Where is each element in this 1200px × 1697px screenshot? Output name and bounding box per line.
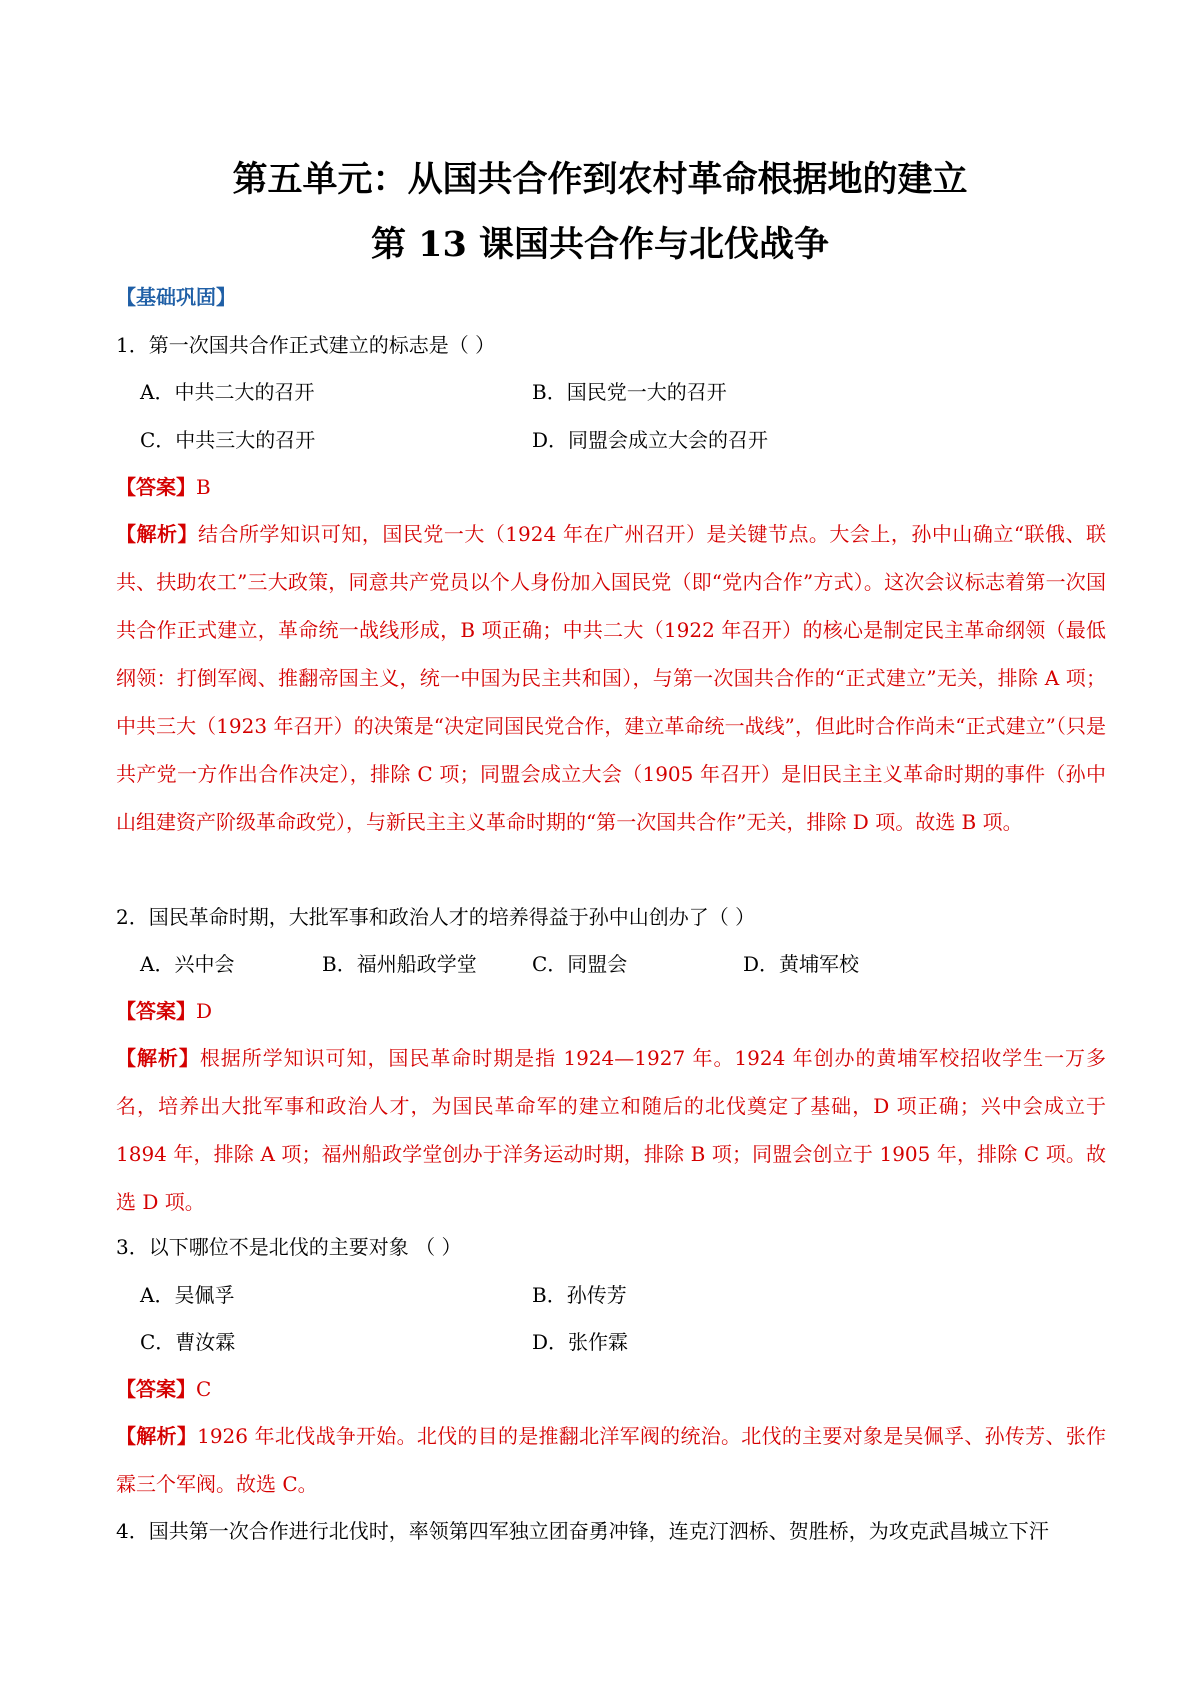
question-2-stem: 2．国民革命时期，大批军事和政治人才的培养得益于孙中山创办了（ ） [116,905,756,929]
question-2-option-a: A．兴中会 [140,952,235,976]
question-1-stem: 1．第一次国共合作正式建立的标志是（ ） [116,333,496,357]
analysis-text: 根据所学知识可知，国民革命时期是指 1924—1927 年。1924 年创办的黄埔军校招收学生一万多名，培养出大批军事和政治人才，为国民革命军的建立和随后的北伐奠定了基础，D 项正确；兴中会成立于 1894 年，排除 A 项；福州船政学堂创办于洋务运动时期，排除 B 项；同盟会创立于 1905 年，排除 C 项。故选 D 项。 [116,1046,1106,1214]
analysis-tag: 【解析】 [116,1424,198,1448]
answer-value: D [196,999,213,1023]
analysis-tag: 【解析】 [116,1046,200,1070]
question-4-stem: 4．国共第一次合作进行北伐时，率领第四军独立团奋勇冲锋，连克汀泗桥、贺胜桥，为攻克武昌城立下汗 [116,1519,1049,1543]
question-1-option-a: A．中共二大的召开 [140,380,315,404]
question-3-answer [116,1374,211,1404]
question-3-option-a: A．吴佩孚 [140,1283,235,1307]
answer-tag: 【答案】 [116,999,196,1023]
question-2-answer [116,996,212,1026]
section-label: 【基础巩固】 [116,285,236,309]
question-2-option-d: D．黄埔军校 [743,952,860,976]
question-3-stem: 3．以下哪位不是北伐的主要对象 （ ） [116,1235,462,1259]
question-1-option-b: B．国民党一大的召开 [532,380,727,404]
unit-title: 第五单元：从国共合作到农村革命根据地的建立 [232,159,968,200]
question-2-analysis [116,1034,1106,1226]
question-1-answer [116,472,211,502]
question-1-option-c: C．中共三大的召开 [140,428,316,452]
answer-value: B [196,475,211,499]
question-3-option-b: B．孙传芳 [532,1283,627,1307]
question-1-analysis [116,510,1106,846]
analysis-text: 结合所学知识可知，国民党一大（1924 年在广州召开）是关键节点。大会上，孙中山确立“联俄、联共、扶助农工”三大政策，同意共产党员以个人身份加入国民党（即“党内合作”方式）。这次会议标志着第一次国共合作正式建立，革命统一战线形成，B 项正确；中共二大（1922 年召开）的核心是制定民主革命纲领（最低纲领：打倒军阀、推翻帝国主义，统一中国为民主共和国），与第一次国共合作的“正式建立”无关，排除 A 项；中共三大（1923 年召开）的决策是“决定同国民党合作，建立革命统一战线”，但此时合作尚未“正式建立”（只是共产党一方作出合作决定），排除 C 项；同盟会成立大会（1905 年召开）是旧民主主义革命时期的事件（孙中山组建资产阶级革命政党），与新民主主义革命时期的“第一次国共合作”无关，排除 D 项。故选 B 项。 [116,522,1107,834]
analysis-tag: 【解析】 [116,522,198,546]
question-3-option-d: D．张作霖 [532,1330,629,1354]
question-2-option-c: C．同盟会 [532,952,628,976]
lesson-title: 第 13 课国共合作与北伐战争 [370,224,830,265]
answer-tag: 【答案】 [116,475,196,499]
answer-value: C [196,1377,212,1401]
analysis-text: 1926 年北伐战争开始。北伐的目的是推翻北洋军阀的统治。北伐的主要对象是吴佩孚、孙传芳、张作霖三个军阀。故选 C。 [116,1424,1106,1496]
question-3-analysis [116,1412,1106,1508]
answer-tag: 【答案】 [116,1377,196,1401]
question-2-option-b: B．福州船政学堂 [322,952,477,976]
question-1-option-d: D．同盟会成立大会的召开 [532,428,769,452]
question-3-option-c: C．曹汝霖 [140,1330,236,1354]
